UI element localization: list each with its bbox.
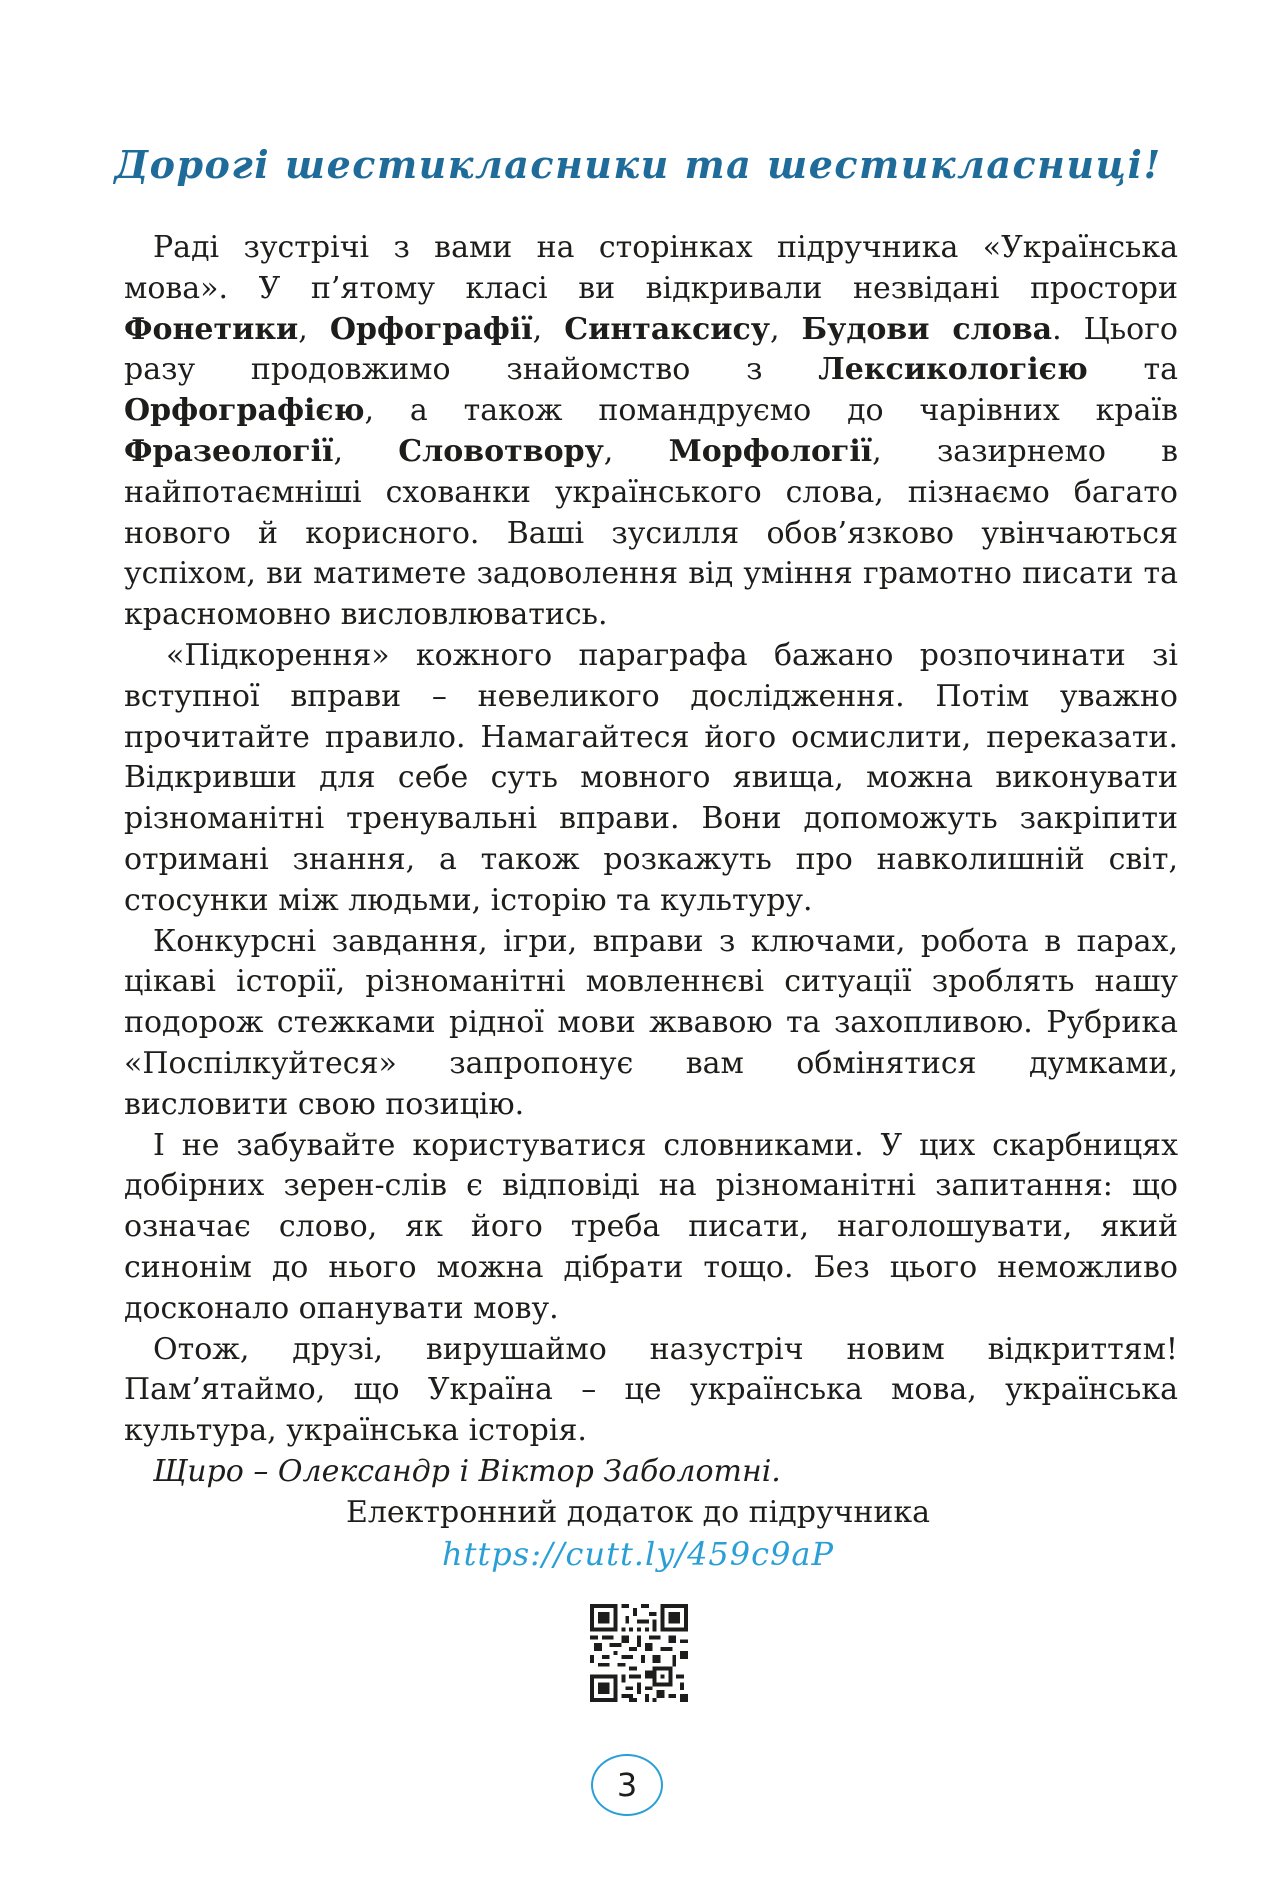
paragraph-5: Отож, друзі, вирушаймо назустріч новим відкриттям! Пам’ятаймо, що Україна – це українська мова, українська культура, українська історія.: [124, 1331, 1178, 1449]
paragraph-3: Конкурсні завдання, ігри, вправи з ключами, робота в парах, цікаві історії, різноманітні мовленнєві ситуації зроблять нашу подорож стежками рідної мови жвавою та захопливою. Рубрика «Поспілкуйтеся» запропонує вам обмінятися думками, висловити свою позицію.: [124, 923, 1178, 1122]
annex-label: Електронний додаток до підручника: [345, 1495, 931, 1530]
term-orthography-2: Орфографією: [124, 393, 365, 429]
term-orthography: Орфографії: [329, 311, 533, 347]
term-phonetics: Фонетики: [124, 311, 299, 347]
intro-text: [124, 228, 1178, 1493]
qr-code-icon[interactable]: [590, 1604, 688, 1702]
term-lexicology: Лексикологією: [818, 352, 1088, 388]
page-title: Дорогі шестикласники та шестикласниці!: [114, 142, 1162, 187]
paragraph-1: Раді зустрічі з вами на сторінках підручника «Українська мова». У п’ятому класі ви відкривали незвідані простори Фонетики, Орфографії, Синтаксису, Будови слова. Цього разу продовжимо знайомство з Лексикологією та Орфографією, а також помандруємо до чарівних країв Фразеології, Словотвору, Морфології, зазирнемо в найпотаємніші схованки українського слова, пізнаємо багато нового й корисного. Ваші зусилля обов’язково увінчаються успіхом, ви матимете задоволення від уміння грамотно писати та красномовно висловлюватись.: [124, 230, 1179, 633]
term-morphology: Морфології: [668, 433, 873, 469]
term-phraseology: Фразеології: [124, 433, 334, 469]
page-number-badge: [591, 1754, 663, 1816]
signature: Щиро – Олександр і Віктор Заболотні.: [153, 1453, 781, 1489]
page-number: 3: [616, 1766, 638, 1804]
term-word-formation: Словотвору: [398, 433, 604, 469]
term-syntax: Синтаксису: [564, 311, 770, 347]
annex-link[interactable]: https://cutt.ly/459c9aP: [441, 1535, 835, 1573]
paragraph-4: І не забувайте користуватися словниками. У цих скарбницях добірних зерен-слів є відповіді на різноманітні запитання: що означає слово, як його треба писати, наголошувати, який синонім до нього можна дібрати тощо. Без цього неможливо досконало опанувати мову.: [124, 1127, 1178, 1326]
term-word-structure: Будови слова: [801, 311, 1053, 347]
paragraph-2: «Підкорення» кожного параграфа бажано розпочинати зі вступної вправи – невеликого дослідження. Потім уважно прочитайте правило. Намагайтеся його осмислити, переказати. Відкривши для себе суть мовного явища, можна виконувати різноманітні тренувальні вправи. Вони допоможуть закріпити отримані знання, а також розкажуть про навколишній світ, стосунки між людьми, історію та культуру.: [124, 637, 1178, 918]
